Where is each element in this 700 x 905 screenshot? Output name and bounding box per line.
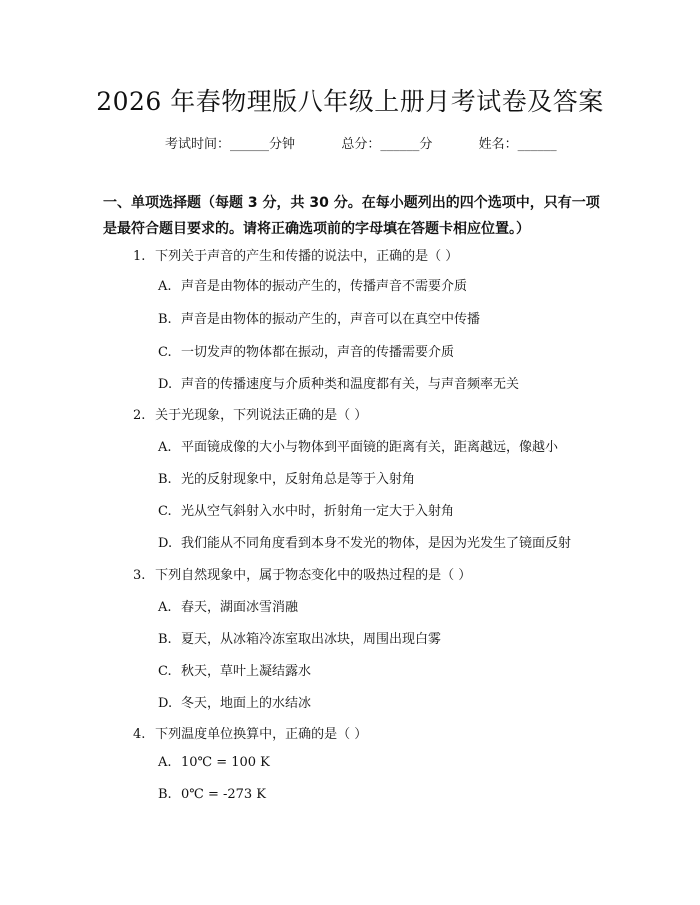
score-label: 总分：: [341, 137, 381, 152]
option-text: 一切发声的物体都在振动，声音的传播需要介质: [181, 345, 455, 360]
option-2d: [158, 532, 571, 551]
option-text: 光的反射现象中，反射角总是等于入射角: [181, 472, 416, 487]
exam-info-line: [165, 133, 557, 152]
option-label: D.: [158, 536, 173, 551]
question-number: 1.: [133, 249, 146, 264]
option-text: 10℃ = 100 K: [181, 755, 270, 770]
option-text: 秋天，草叶上凝结露水: [181, 664, 312, 679]
option-text: 冬天，地面上的水结冰: [181, 696, 312, 711]
question-text: 下列自然现象中，属于物态变化中的吸热过程的是（ ）: [155, 568, 472, 583]
exam-title: 2026 年春物理版八年级上册月考试卷及答案: [96, 87, 604, 116]
option-1b: [158, 308, 480, 327]
score-unit: 分: [419, 137, 433, 152]
option-label: D.: [158, 377, 173, 392]
option-label: C.: [158, 664, 172, 679]
option-label: B.: [158, 472, 172, 487]
option-text: 声音是由物体的振动产生的，声音可以在真空中传播: [181, 312, 481, 327]
question-text: 关于光现象，下列说法正确的是（ ）: [155, 408, 368, 423]
option-2a: [158, 436, 558, 455]
option-text: 光从空气斜射入水中时，折射角一定大于入射角: [181, 504, 455, 519]
question-1: [133, 245, 458, 264]
option-label: B.: [158, 312, 172, 327]
option-label: C.: [158, 345, 172, 360]
option-text: 夏天，从冰箱冷冻室取出冰块，周围出现白雾: [181, 632, 442, 647]
name-label: 姓名：: [478, 137, 518, 152]
option-2b: [158, 468, 415, 487]
option-text: 声音的传播速度与介质种类和温度都有关，与声音频率无关: [181, 377, 520, 392]
question-number: 3.: [133, 568, 146, 583]
option-1d: [158, 373, 519, 392]
option-3c: [158, 660, 311, 679]
option-label: A.: [158, 440, 172, 455]
question-text: 下列温度单位换算中，正确的是（ ）: [155, 727, 368, 742]
option-3d: [158, 692, 311, 711]
option-label: C.: [158, 504, 172, 519]
section-heading: 一、单项选择题（每题 3 分，共 30 分。在每小题列出的四个选项中，只有一项是最符合题目要求的。请将正确选项前的字母填在答题卡相应位置。）: [103, 195, 600, 237]
question-4: [133, 723, 367, 742]
option-4a: [158, 755, 270, 770]
option-3a: [158, 596, 298, 615]
option-label: B.: [158, 632, 172, 647]
score-blank: ______: [380, 137, 420, 152]
time-blank: ______: [230, 137, 270, 152]
option-text: 平面镜成像的大小与物体到平面镜的距离有关，距离越远，像越小: [181, 440, 559, 455]
option-1a: [158, 275, 467, 294]
question-number: 4.: [133, 727, 146, 742]
question-number: 2.: [133, 408, 146, 423]
name-blank: ______: [517, 137, 557, 152]
time-label: 考试时间：: [165, 137, 231, 152]
option-4b: [158, 787, 266, 802]
option-label: B.: [158, 787, 172, 802]
option-1c: [158, 341, 454, 360]
option-text: 0℃ = -273 K: [181, 787, 267, 802]
question-2: [133, 404, 367, 423]
option-2c: [158, 500, 454, 519]
option-label: A.: [158, 755, 172, 770]
option-label: D.: [158, 696, 173, 711]
question-text: 下列关于声音的产生和传播的说法中，正确的是（ ）: [155, 249, 459, 264]
option-text: 我们能从不同角度看到本身不发光的物体，是因为光发生了镜面反射: [181, 536, 572, 551]
option-3b: [158, 628, 441, 647]
option-text: 春天，湖面冰雪消融: [181, 600, 299, 615]
time-unit: 分钟: [269, 137, 296, 152]
question-3: [133, 564, 471, 583]
option-text: 声音是由物体的振动产生的，传播声音不需要介质: [181, 279, 468, 294]
option-label: A.: [158, 279, 172, 294]
option-label: A.: [158, 600, 172, 615]
